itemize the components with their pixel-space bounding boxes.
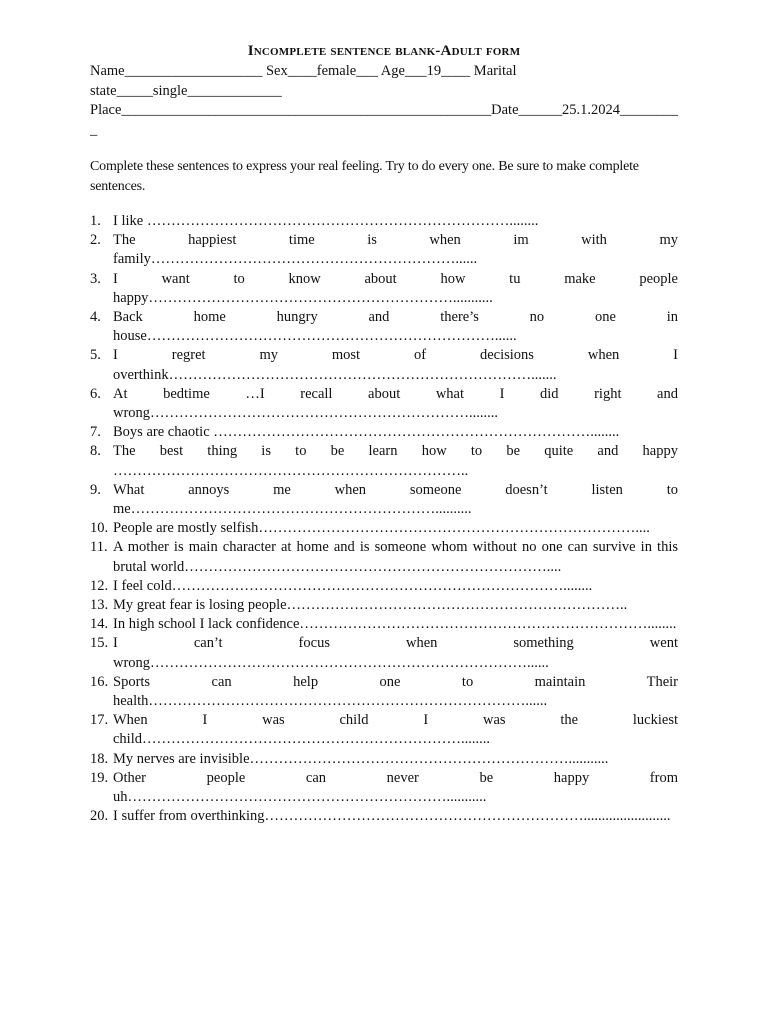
header-name-sex-age: Name___________________ Sex____female___ Age___19____ Marital [90, 63, 517, 79]
item-text: When I was child I was the luckiest child…………………………………………………………........ [113, 712, 678, 748]
sentence-item [90, 270, 678, 308]
form-page [90, 40, 678, 827]
item-text: In high school I lack confidence………………………………………………………………........ [113, 616, 677, 633]
item-number: 7. [90, 424, 101, 441]
item-text: I want to know about how tu make people happy………………………………………………………........... [113, 270, 678, 306]
sentence-item [90, 308, 678, 346]
sentence-item [90, 538, 678, 576]
sentence-item [90, 385, 678, 423]
sentence-item [90, 711, 678, 749]
item-number: 3. [90, 270, 101, 287]
sentence-item [90, 769, 678, 807]
item-text: People are mostly selfish…………………………………………………………………….... [113, 520, 650, 537]
item-number: 19. [90, 769, 109, 786]
item-text: I suffer from overthinking…………………………………………………………........................ [113, 808, 671, 825]
item-text: Other people can never be happy from uh…………………………………………………………........... [113, 769, 678, 806]
item-text: The happiest time is when im with my family………………………………………………………...... [113, 232, 678, 268]
item-number: 13. [90, 597, 109, 614]
item-number: 10. [90, 520, 109, 537]
sentence-item [90, 615, 678, 634]
sentence-item [90, 231, 678, 269]
item-number: 6. [90, 385, 101, 402]
sentence-item [90, 423, 678, 442]
sentence-item [90, 442, 678, 480]
form-title: Incomplete sentence blank-Adult form [247, 43, 521, 59]
item-number: 1. [90, 213, 101, 229]
sentence-item [90, 577, 678, 596]
sentence-item [90, 596, 678, 615]
instructions: Complete these sentences to express your real feeling. Try to do every one. Be sure to make complete sentences. [90, 159, 639, 194]
item-text: Sports can help one to maintain Their health……………………………………………………………………...... [113, 673, 678, 710]
item-text: The best thing is to be learn how to be quite and happy ……………………………………………………………….. [113, 443, 678, 479]
item-text: Back home hungry and there’s no one in house………………………………………………………………...... [113, 309, 678, 345]
item-text: I like …………………………………………………………………........ [113, 213, 539, 229]
item-text: Boys are chaotic ……………………………………………………………………........ [113, 424, 620, 441]
sentence-item [90, 212, 678, 231]
header-marital-state: state_____single_____________ [90, 82, 282, 99]
item-number: 17. [90, 712, 109, 729]
sentence-item [90, 750, 678, 769]
sentence-item [90, 807, 678, 826]
item-number: 4. [90, 309, 101, 326]
item-text: I can’t focus when something went wrong……………………………………………………………………...... [113, 635, 678, 671]
item-number: 15. [90, 635, 109, 652]
header-overflow-line: _ [90, 121, 98, 138]
item-number: 12. [90, 577, 109, 594]
item-number: 16. [90, 673, 109, 690]
item-number: 11. [90, 539, 108, 556]
item-number: 20. [90, 808, 109, 825]
item-number: 8. [90, 443, 101, 460]
item-text: I regret my most of decisions when I overthink…………………………………………………………………....... [113, 347, 678, 383]
item-number: 2. [90, 232, 101, 249]
item-number: 5. [90, 347, 101, 364]
item-text: I feel cold………………………………………………………………………........ [113, 577, 593, 594]
sentence-item [90, 634, 678, 672]
item-number: 18. [90, 750, 109, 767]
item-text: What annoys me when someone doesn’t listen to me……………………………………………………….......... [113, 481, 678, 518]
item-number: 14. [90, 616, 109, 633]
sentence-item [90, 519, 678, 538]
sentence-item [90, 673, 678, 711]
item-text: At bedtime …I recall about what I did right and wrong…………………………………………………………........ [113, 385, 678, 422]
item-text: My great fear is losing people…………………………………………………………….. [113, 597, 628, 614]
sentence-list [90, 212, 678, 827]
item-text: A mother is main character at home and is someone whom without no one can survive in this brutal world………………………………………………………………….... [113, 539, 678, 575]
item-text: My nerves are invisible…………………………………………………………........... [113, 750, 609, 767]
sentence-item [90, 346, 678, 384]
header-place-date: Place___________________________________________________Date______25.1.2024________ [90, 102, 678, 118]
item-number: 9. [90, 481, 101, 498]
sentence-item [90, 481, 678, 519]
